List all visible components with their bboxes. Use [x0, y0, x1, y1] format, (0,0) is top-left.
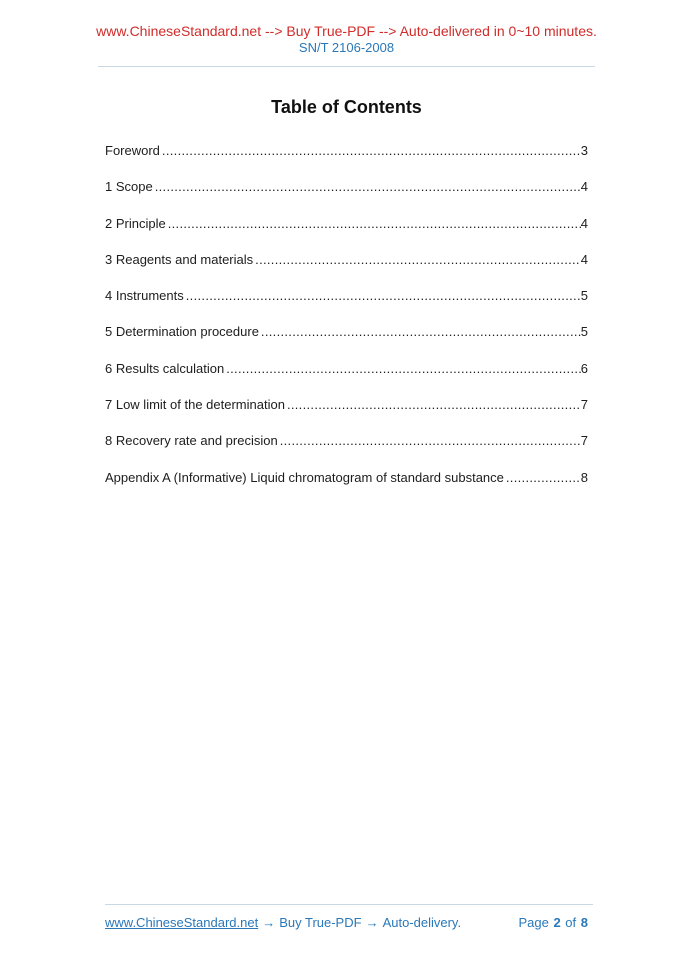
toc-entry-label: Appendix A (Informative) Liquid chromatogram of standard substance	[105, 469, 504, 485]
toc-dot-leader	[166, 216, 581, 232]
toc-entry-label: 2 Principle	[105, 215, 166, 231]
toc-entry-page-number: 7	[580, 433, 588, 449]
page-indicator-label: Page	[518, 915, 549, 930]
toc-entry-label: 1 Scope	[105, 179, 153, 195]
footer-delivery-text: Auto-delivery.	[382, 915, 462, 930]
header-divider	[98, 66, 595, 67]
toc-entry	[105, 324, 588, 360]
footer	[105, 915, 588, 931]
page-indicator-of: of	[565, 915, 577, 930]
toc-entry	[105, 470, 588, 506]
toc-dot-leader	[285, 397, 581, 413]
toc-list	[105, 143, 588, 506]
header-promo-text: www.ChineseStandard.net --> Buy True-PDF --> Auto-delivered in 0~10 minutes.	[96, 23, 597, 39]
toc-entry-label: 5 Determination procedure	[105, 324, 259, 340]
toc-entry-page-number: 7	[580, 397, 588, 413]
toc-entry-page-number: 6	[580, 360, 588, 376]
toc-entry	[105, 179, 588, 215]
toc-entry-page-number: 4	[580, 179, 588, 195]
footer-site-link[interactable]: www.ChineseStandard.net	[105, 915, 259, 930]
toc-entry-page-number: 3	[580, 143, 588, 158]
footer-promo	[105, 915, 461, 931]
toc-entry-page-number: 4	[580, 251, 588, 267]
toc-dot-leader	[259, 324, 581, 340]
standard-code: SN/T 2106-2008	[298, 40, 395, 55]
toc-dot-leader	[184, 288, 581, 304]
page-indicator-total: 8	[580, 915, 588, 930]
toc-entry-page-number: 5	[580, 288, 588, 304]
toc-entry	[105, 433, 588, 469]
toc-entry-label: 3 Reagents and materials	[105, 251, 254, 267]
toc-entry-page-number: 8	[580, 469, 588, 485]
toc-dot-leader	[253, 252, 581, 268]
toc-dot-leader	[278, 433, 581, 449]
toc-entry	[105, 397, 588, 433]
page-title: Table of Contents	[271, 97, 422, 117]
toc-entry-page-number: 5	[580, 324, 588, 340]
footer-divider	[105, 904, 593, 905]
toc-entry-label: 6 Results calculation	[105, 360, 225, 376]
toc-dot-leader	[153, 179, 581, 195]
arrow-right-icon: →	[365, 915, 379, 930]
toc-dot-leader	[504, 470, 581, 486]
toc-entry-label: Foreword	[105, 143, 160, 158]
toc-entry-label: 7 Low limit of the determination	[105, 397, 285, 413]
toc-entry-page-number: 4	[580, 215, 588, 231]
page-indicator	[517, 915, 588, 931]
toc-dot-leader	[160, 143, 581, 159]
toc-entry-label: 4 Instruments	[105, 288, 184, 304]
toc-entry	[105, 288, 588, 324]
arrow-right-icon: →	[262, 915, 276, 930]
toc-entry	[105, 143, 588, 179]
toc-entry	[105, 216, 588, 252]
page-indicator-current: 2	[553, 915, 561, 930]
toc-dot-leader	[224, 361, 581, 377]
toc-entry	[105, 361, 588, 397]
toc-entry	[105, 252, 588, 288]
footer-buy-text: Buy True-PDF	[279, 915, 362, 930]
toc-entry-label: 8 Recovery rate and precision	[105, 433, 278, 449]
